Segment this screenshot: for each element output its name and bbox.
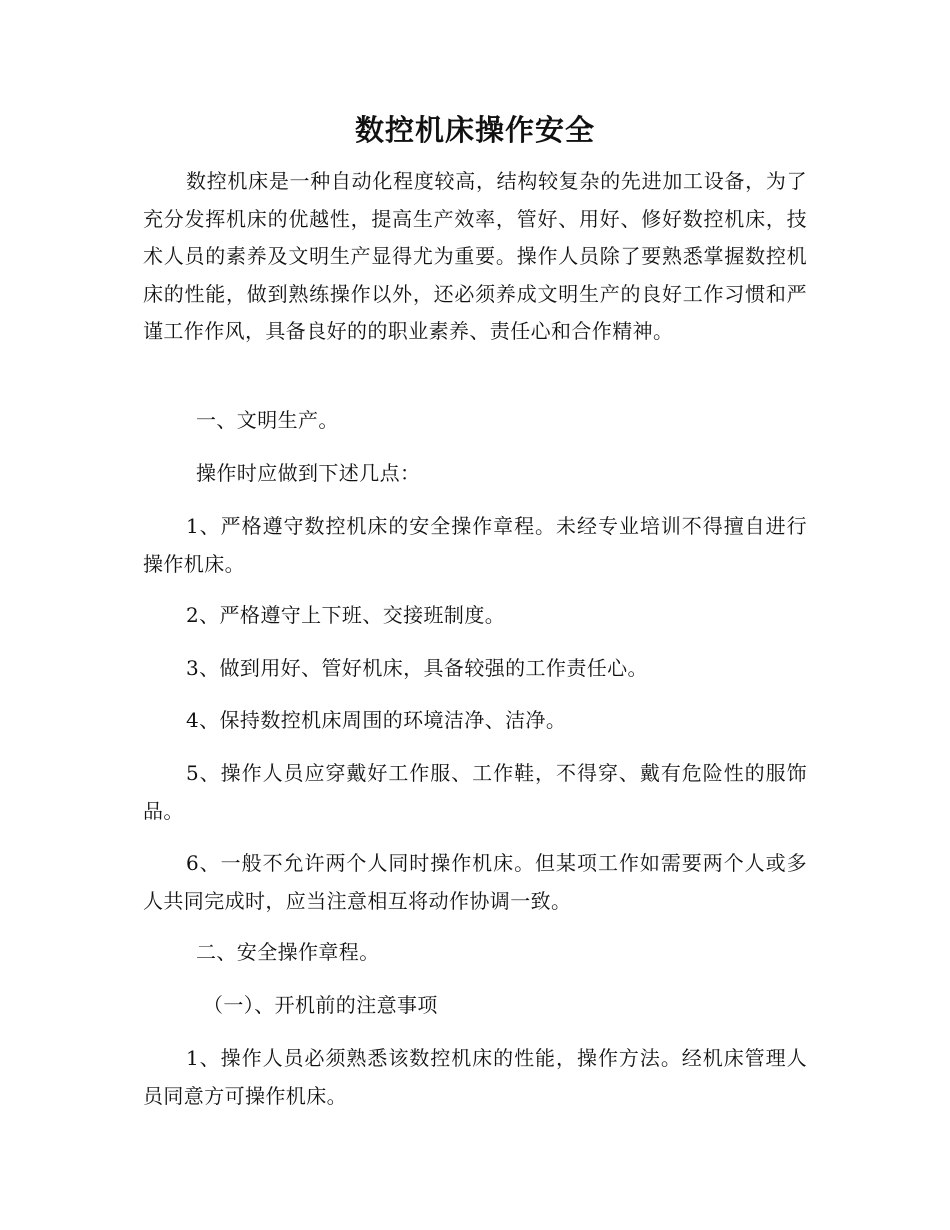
list-item: 6、一般不允许两个人同时操作机床。但某项工作如需要两个人或多人共同完成时，应当注意相互将动作协调一致。 bbox=[143, 851, 807, 913]
list-item: 3、做到用好、管好机床，具备较强的工作责任心。 bbox=[186, 656, 648, 680]
sub-section-heading: （一）、开机前的注意事项 bbox=[203, 993, 438, 1017]
list-item: 1、操作人员必须熟悉该数控机床的性能，操作方法。经机床管理人员同意方可操作机床。 bbox=[143, 1046, 807, 1108]
list-item: 5、操作人员应穿戴好工作服、工作鞋，不得穿、戴有危险性的服饰品。 bbox=[143, 761, 807, 823]
list-item: 1、严格遵守数控机床的安全操作章程。未经专业培训不得擅自进行操作机床。 bbox=[143, 514, 807, 576]
section-lead-text: 操作时应做到下述几点： bbox=[196, 461, 421, 485]
list-item: 2、严格遵守上下班、交接班制度。 bbox=[186, 603, 506, 627]
intro-paragraph: 数控机床是一种自动化程度较高，结构较复杂的先进加工设备，为了充分发挥机床的优越性，提高生产效率，管好、用好、修好数控机床，技术人员的素养及文明生产显得尤为重要。操作人员除了要熟悉掌握数控机床的性能，做到熟练操作以外，还必须养成文明生产的良好工作习惯和严谨工作作风，具备良好的的职业素养、责任心和合作精神。 bbox=[143, 169, 807, 343]
list-item: 4、保持数控机床周围的环境洁净、洁净。 bbox=[186, 708, 567, 732]
section-heading-safety-rules: 二、安全操作章程。 bbox=[196, 940, 380, 964]
section-heading-civilized-production: 一、文明生产。 bbox=[196, 408, 339, 432]
document-title: 数控机床操作安全 bbox=[354, 113, 595, 147]
